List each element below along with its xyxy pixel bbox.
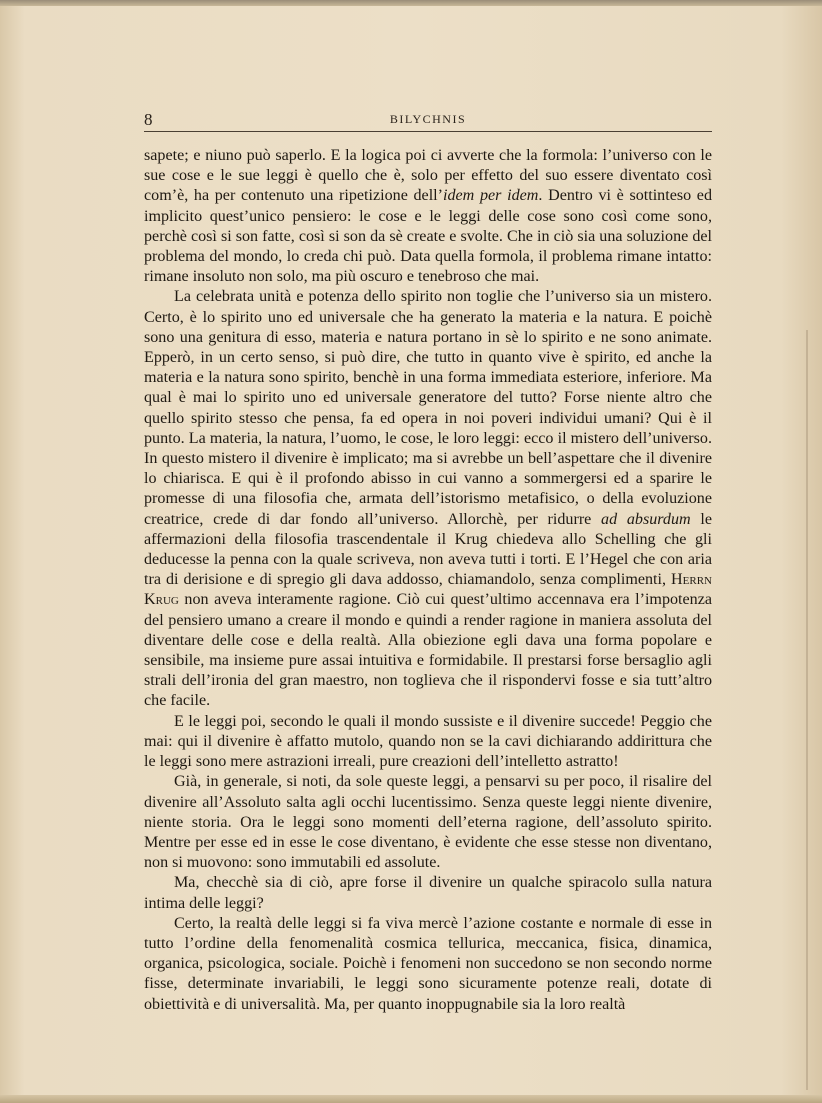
text-segment: non aveva interamente ragione. Ciò cui quest’ultimo accennava era l’impotenza del pensiero umano a creare il mondo e quindi a render ragione in maniera assoluta del diventare delle cose e della realtà. Alla obiezione egli dava una forma popolare e sensibile, ma insieme pure assai intuitiva e formidabile. Il prestarsi forse bersaglio agli strali dell’ironia del gran maestro, non toglieva che il rispondervi fosse e sia tutt’altro che facile. [144,591,712,710]
paragraph [144,914,712,1015]
text-segment: E le leggi poi, secondo le quali il mondo sussiste e il divenire succede! Peggio che mai: qui il divenire è affatto mutolo, quando non se la cavi dichiarando addirittura che le leggi sono mere astrazioni irreali, pure creazioni dell’intelletto astratto! [144,712,712,771]
paragraph [144,873,712,913]
paragraph [144,712,712,773]
page-bottom-edge [0,1095,822,1103]
italic-text: idem per idem [443,187,539,205]
paragraph [144,287,712,711]
text-segment: . Dentro vi è sottinteso ed implicito quest’unico pensiero: le cose e le leggi delle cose sono così come sono, perchè così si son fatte, così si son da sè create e svolte. Che in ciò sia una soluzione del problema del mondo, lo creda chi può. Data quella formola, il problema rimane intatto: rimane insoluto non solo, ma più oscuro e tenebroso che mai. [144,187,713,286]
text-segment: La celebrata unità e potenza dello spirito non toglie che l’universo sia un mistero. Certo, è lo spirito uno ed universale che ha generato la materia e la natura. E poichè sono una genitura di esso, materia e natura portano in sè lo spirito e ne sono animate. Epperò, in un certo senso, si può dire, che tutto in quanto vive è spirito, ed anche la materia e la natura sono spirito, benchè in una forma immediata esteriore, inferiore. Ma qual è mai lo spirito uno ed universale generatore del tutto? Forse niente altro che quello spirito stesso che pensa, fa ed opera in noi poveri individui umani? Qui è il punto. La materia, la natura, l’uomo, le cose, le loro leggi: ecco il mistero dell’universo. In questo mistero il divenire è implicato; ma si avrebbe un bell’aspettare che il divenire lo chiarisca. E qui è il profondo abisso in cui vanno a sommergersi ed a sparire le promesse di una filosofia che, armata dell’istorismo metafisico, o della evoluzione creatrice, crede di dar fondo all’universo. Allorchè, per ridurre [144,288,712,528]
text-segment: Ma, checchè sia di ciò, apre forse il divenire un qualche spiracolo sulla natura intima delle leggi? [144,874,712,912]
paragraph [144,772,712,873]
body-text [144,146,712,1015]
running-title: BILYCHNIS [389,112,467,126]
page-top-edge [0,0,822,6]
text-segment: Già, in generale, si noti, da sole queste leggi, a pensarvi su per poco, il risalire del divenire all’Assoluto salta agli occhi lucentissimo. Senza queste leggi niente divenire, niente storia. Ora le leggi sono momenti dell’eterna ragione, dell’assoluto spirito. Mentre per esse ed in esse le cose diventano, è evidente che esse stesse non diventano, non si muovono: sono immutabili ed assolute. [144,773,712,872]
running-header [144,110,712,130]
text-segment: le affermazioni della filosofia trascendentale il Krug chiedeva allo Schelling che gli deducesse la penna con la quale scriveva, non aveva tutti i torti. E l’Hegel che con aria tra di derisione e di spregio gli dava addosso, chiamandolo, senza complimenti, [144,510,712,589]
text-segment: sapete; e niuno può saperlo. E la logica poi ci avverte che la formola: l’universo con le sue cose e le sue leggi è quello che è, solo per effetto del suo essere diventato così com’è, ha per contenuto una ripetizione dell’ [144,147,712,205]
header-rule [144,131,712,132]
page-number: 8 [144,110,153,129]
italic-text: ad absurdum [601,510,691,528]
paragraph [144,146,712,287]
text-segment: Certo, la realtà delle leggi si fa viva mercè l’azione costante e normale di esse in tutto l’ordine della fenomenalità cosmica tellurica, meccanica, fisica, dinamica, organica, psicologica, sociale. Poichè i fenomeni non succedono se non secondo norme fisse, determinate invariabili, le leggi sono sicuramente potenze reali, dotate di obiettività e di universalità. Ma, per quanto inoppugnabile sia la loro realtà [144,914,712,1013]
smallcaps-text: Herrn Krug [144,571,712,609]
page-fold [806,330,808,1090]
